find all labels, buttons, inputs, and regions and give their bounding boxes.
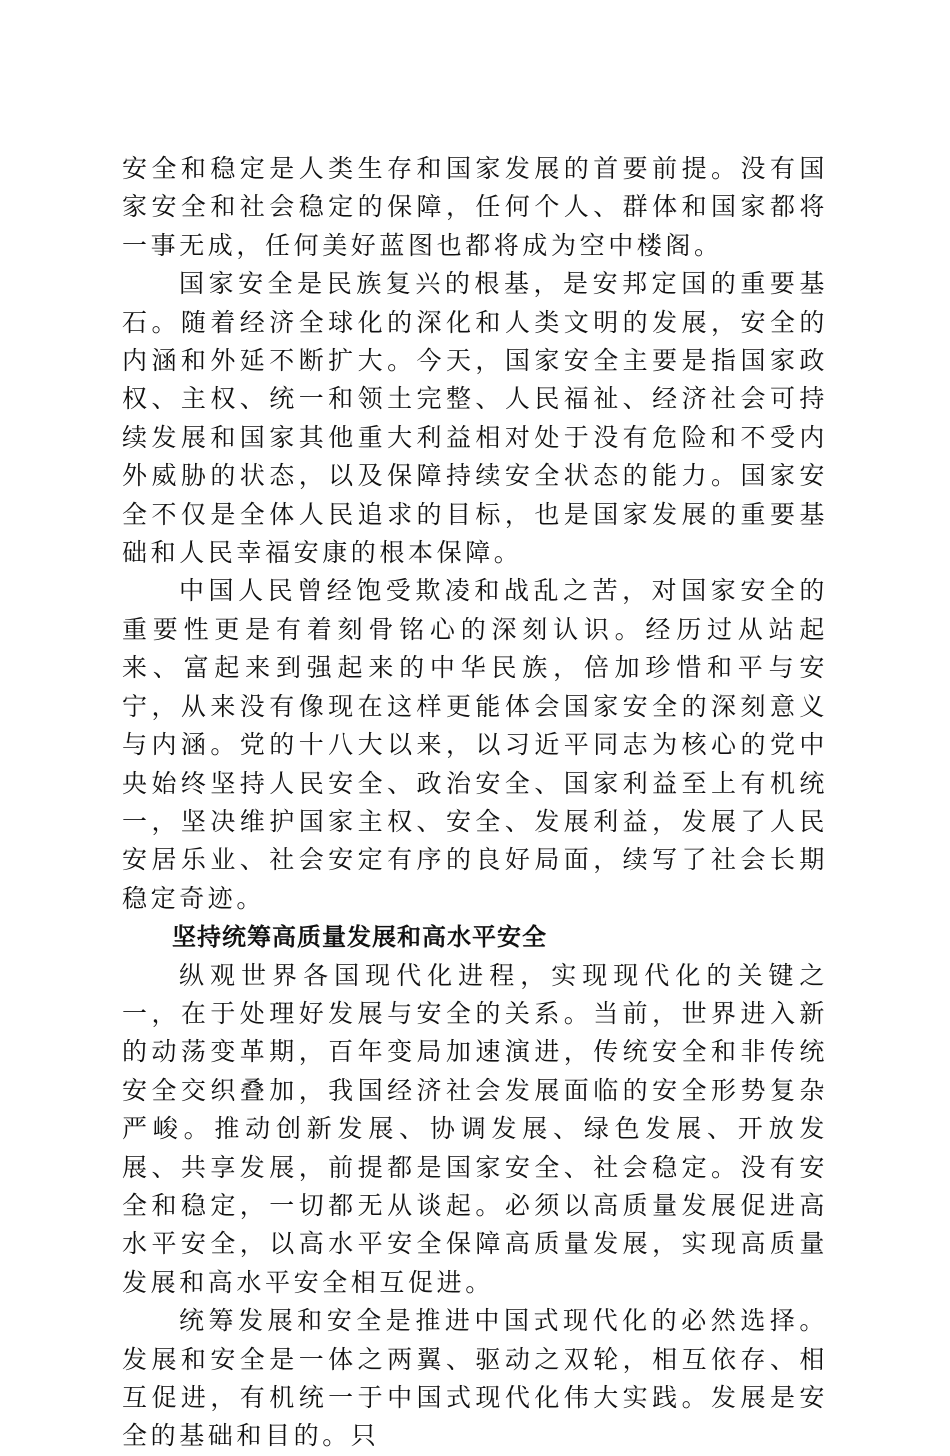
paragraph-5: 统筹发展和安全是推进中国式现代化的必然选择。发展和安全是一体之两翼、驱动之双轮，相互依存、相互促进，有机统一于中国式现代化伟大实践。发展是安全的基础和目的。只 <box>122 1306 828 1451</box>
section-heading: 坚持统筹高质量发展和高水平安全 <box>172 923 547 952</box>
document-body <box>122 150 828 1456</box>
paragraph-4: 纵观世界各国现代化进程，实现现代化的关键之一，在于处理好发展与安全的关系。当前，世界进入新的动荡变革期，百年变局加速演进，传统安全和非传统安全交织叠加，我国经济社会发展面临的安全形势复杂严峻。推动创新发展、协调发展、绿色发展、开放发展、共享发展，前提都是国家安全、社会稳定。没有安全和稳定，一切都无从谈起。必须以高质量发展促进高水平安全，以高水平安全保障高质量发展，实现高质量发展和高水平安全相互促进。 <box>122 960 828 1297</box>
paragraph-1: 安全和稳定是人类生存和国家发展的首要前提。没有国家安全和社会稳定的保障，任何个人、群体和国家都将一事无成，任何美好蓝图也都将成为空中楼阁。 <box>122 154 828 260</box>
paragraph-2: 国家安全是民族复兴的根基，是安邦定国的重要基石。随着经济全球化的深化和人类文明的发展，安全的内涵和外延不断扩大。今天，国家安全主要是指国家政权、主权、统一和领土完整、人民福祉、经济社会可持续发展和国家其他重大利益相对处于没有危险和不受内外威胁的状态，以及保障持续安全状态的能力。国家安全不仅是全体人民追求的目标，也是国家发展的重要基础和人民幸福安康的根本保障。 <box>122 269 828 568</box>
paragraph-3: 中国人民曾经饱受欺凌和战乱之苦，对国家安全的重要性更是有着刻骨铭心的深刻认识。经历过从站起来、富起来到强起来的中华民族，倍加珍惜和平与安宁，从来没有像现在这样更能体会国家安全的深刻意义与内涵。党的十八大以来，以习近平同志为核心的党中央始终坚持人民安全、政治安全、国家利益至上有机统一，坚决维护国家主权、安全、发展利益，发展了人民安居乐业、社会安定有序的良好局面，续写了社会长期稳定奇迹。 <box>122 576 828 913</box>
